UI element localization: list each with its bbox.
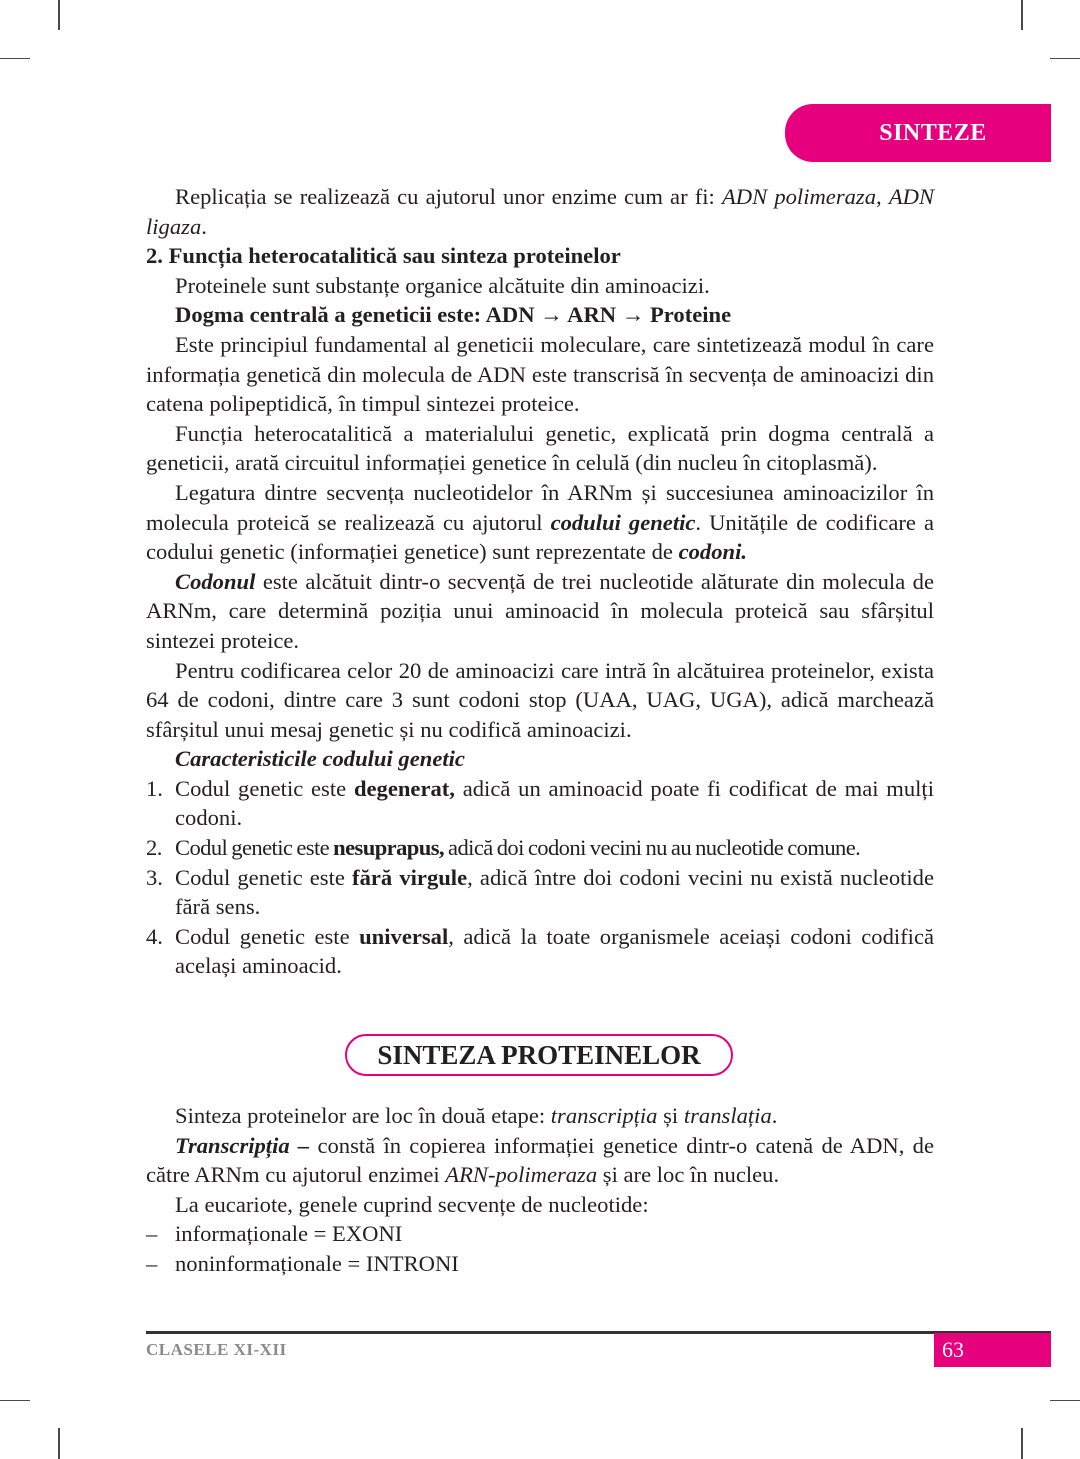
crop-mark <box>0 1400 30 1401</box>
list-item: – informaționale = EXONI <box>146 1221 403 1247</box>
section-heading: 2. Funcția heterocatalitică sau sinteza proteinelor <box>146 243 621 269</box>
paragraph: La eucariote, genele cuprind secvențe de nucleotide: <box>175 1191 649 1217</box>
paragraph: Este principiul fundamental al geneticii moleculare, care sintetizează modul în care informația genetică din molecula de ADN este transcrisă în secvența de aminoacizi din catena polipeptidică, în timpul sintezei proteice. <box>146 331 934 417</box>
crop-mark <box>1050 1400 1080 1401</box>
key-term: Transcripția – <box>175 1132 310 1158</box>
list-item: 1. Codul genetic este degenerat, adică un aminoacid poate fi codificat de mai mulți codoni. <box>146 775 934 831</box>
section-title: SINTEZA PROTEINELOR <box>377 1039 701 1070</box>
paragraph: Pentru codificarea celor 20 de aminoacizi care intră în alcătuirea proteinelor, exista 64 de codoni, dintre care 3 sunt codoni stop (UAA, UAG, UGA), adică marchează sfârșitul unui mesaj genetic și nu codifică aminoacizi. <box>146 657 934 742</box>
key-term: Codonul <box>175 568 256 594</box>
crop-mark <box>1021 0 1023 30</box>
paragraph-transcription: Transcripția – constă în copierea informației genetice dintr-o catenă de ADN, de către ARNm cu ajutorul enzimei ARN-polimeraza și are loc în nucleu. <box>146 1132 934 1188</box>
list-item: – noninformaționale = INTRONI <box>146 1250 459 1276</box>
enzyme-term: ADN polimeraza <box>722 184 877 209</box>
section-genetic-function <box>146 182 934 981</box>
subheading: Caracteristicile codului genetic <box>175 746 465 772</box>
paragraph: Proteinele sunt substanțe organice alcătuite din aminoacizi. <box>175 272 710 298</box>
chapter-tab-label: SINTEZE <box>879 119 987 146</box>
footer-grade-label: CLASELE XI-XII <box>146 1340 287 1359</box>
crop-mark <box>1050 58 1080 59</box>
section-title-box <box>345 1034 733 1076</box>
crop-mark <box>58 1428 60 1459</box>
paragraph: Funcția heterocatalitică a materialului genetic, explicată prin dogma centrală a geneticii, arată circuitul informației genetice în celulă (din nucleu în citoplasmă). <box>146 420 934 476</box>
chapter-tab <box>785 104 1051 162</box>
list-item: 2. Codul genetic este nesuprapus, adică doi codoni vecini nu au nucleotide comune. <box>146 835 861 861</box>
crop-mark <box>0 58 30 59</box>
crop-mark <box>58 0 60 30</box>
paragraph-codon: Codonul este alcătuit dintr-o secvență de trei nucleotide alăturate din molecula de ARNm, care determină poziția unui aminoacid în molecula proteică sau sfârșitul sintezei proteice. <box>146 568 934 653</box>
footer-divider <box>146 1331 1051 1334</box>
paragraph: Sinteza proteinelor are loc în două etape: transcripția și translația. <box>175 1103 778 1128</box>
paragraph-genetic-code: Legatura dintre secvența nucleotidelor în ARNm și succesiunea aminoacizilor în molecula proteică se realizează cu ajutorul codului genetic. Unitățile de codificare a codului genetic (informației genetice) sunt reprezentate de codoni. <box>146 479 934 565</box>
paragraph-replication: Replicația se realizează cu ajutorul unor enzime cum ar fi: ADN polimeraza, ADN ligaza. <box>146 184 935 239</box>
page-number: 63 <box>934 1333 1051 1367</box>
central-dogma: Dogma centrală a geneticii este: ADN → ARN → Proteine <box>175 302 732 328</box>
list-item: 4. Codul genetic este universal, adică la toate organismele aceiași codoni codifică același aminoacid. <box>146 923 935 979</box>
section-protein-synthesis <box>146 1101 934 1279</box>
key-term: codoni. <box>678 539 748 565</box>
list-item: 3. Codul genetic este fără virgule, adică între doi codoni vecini nu există nucleotide fără sens. <box>146 864 934 920</box>
crop-mark <box>1021 1428 1023 1459</box>
key-term: codului genetic <box>550 509 696 535</box>
enzyme-term: ADN ligaza <box>146 184 935 239</box>
